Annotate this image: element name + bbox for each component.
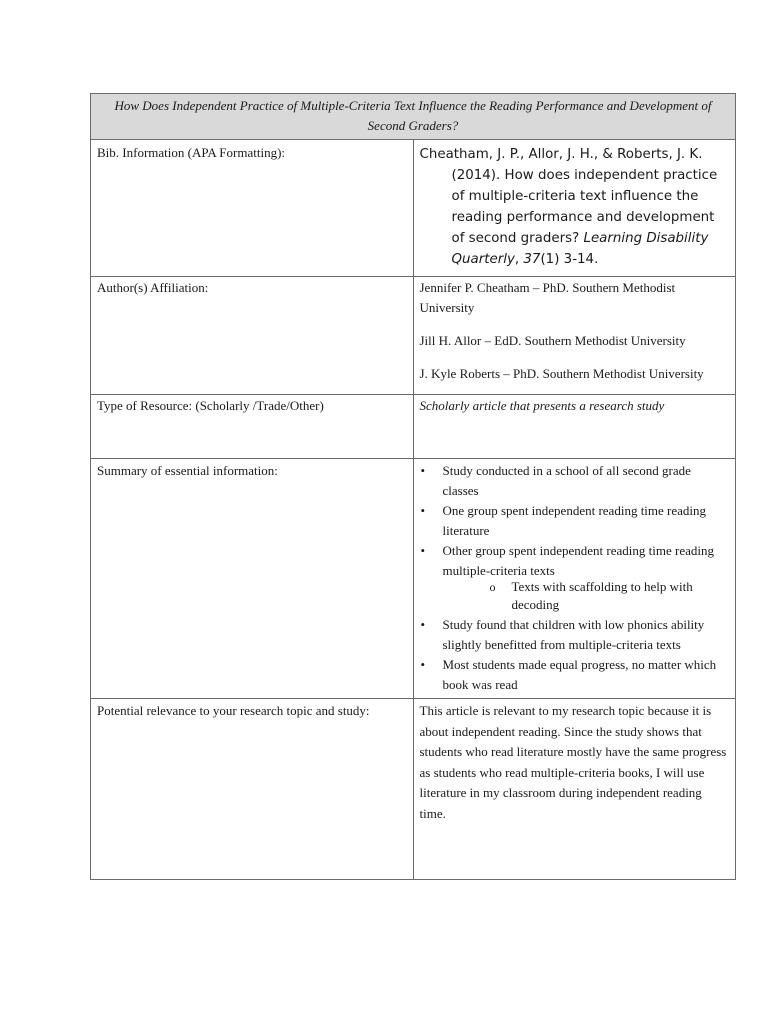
author-affiliation-line: Jill H. Allor – EdD. Southern Methodist University [419,333,686,348]
apa-citation [420,144,731,270]
bullet-icon: • [420,657,426,672]
sub-bullet-icon: o [489,580,496,594]
bullet-icon: • [420,463,426,478]
bib-info-label: Bib. Information (APA Formatting): [91,140,414,277]
list-item [420,461,731,501]
sub-list-item [443,578,731,614]
relevance-value [413,699,736,880]
list-item-text: One group spent independent reading time reading literature [442,503,707,538]
affiliation-row [91,277,736,395]
list-item [420,655,731,695]
annotated-bibliography-table [90,93,736,880]
affiliation-value [413,277,736,395]
bib-info-row [91,140,736,277]
bib-info-value [413,140,736,277]
citation-volume: 37 [523,252,541,267]
summary-list [420,461,731,695]
list-item-text: Most students made equal progress, no matter which book was read [442,657,717,692]
list-item-text: Study found that children with low phonics ability slightly benefitted from multiple-criteria texts [442,617,705,652]
resource-type-value: Scholarly article that presents a research study [413,395,736,459]
list-item [420,615,731,655]
article-title: How Does Independent Practice of Multiple-Criteria Text Influence the Reading Performance and Development of Second Graders? [91,94,736,140]
list-item-text: Other group spent independent reading time reading multiple-criteria texts [442,543,714,578]
citation-main: Cheatham, J. P., Allor, J. H., & Roberts, J. K. (2014). How does independent practice of multiple-criteria text influence the reading performance and development of second graders? [419,147,718,246]
resource-type-label: Type of Resource: (Scholarly /Trade/Other) [91,395,414,459]
title-row [91,94,736,140]
relevance-label: Potential relevance to your research topic and study: [91,699,414,880]
summary-sublist [443,578,731,614]
author-affiliation-line: J. Kyle Roberts – PhD. Southern Methodist University [419,366,704,381]
summary-row [91,459,736,699]
affiliation-label: Author(s) Affiliation: [91,277,414,395]
list-item [420,501,731,541]
relevance-row [91,699,736,880]
relevance-text: This article is relevant to my research topic because it is about independent reading. Since the study shows that students who read literature mostly have the same progress as students who read multiple-criteria books, I will use literature in my classroom during independent reading time. [419,703,727,821]
bullet-icon: • [420,543,426,558]
bullet-icon: • [420,503,426,518]
bullet-icon: • [420,617,426,632]
summary-label: Summary of essential information: [91,459,414,699]
citation-journal: Learning Disability Quarterly [451,231,709,267]
list-item-text: Study conducted in a school of all second grade classes [442,463,691,498]
resource-type-row [91,395,736,459]
list-item [420,541,731,614]
author-affiliation-line: Jennifer P. Cheatham – PhD. Southern Methodist University [419,280,676,315]
summary-value [413,459,736,699]
citation-issue-pages: (1) 3-14. [540,252,599,267]
citation-comma: , [514,252,524,267]
sub-list-item-text: Texts with scaffolding to help with decoding [511,579,693,612]
